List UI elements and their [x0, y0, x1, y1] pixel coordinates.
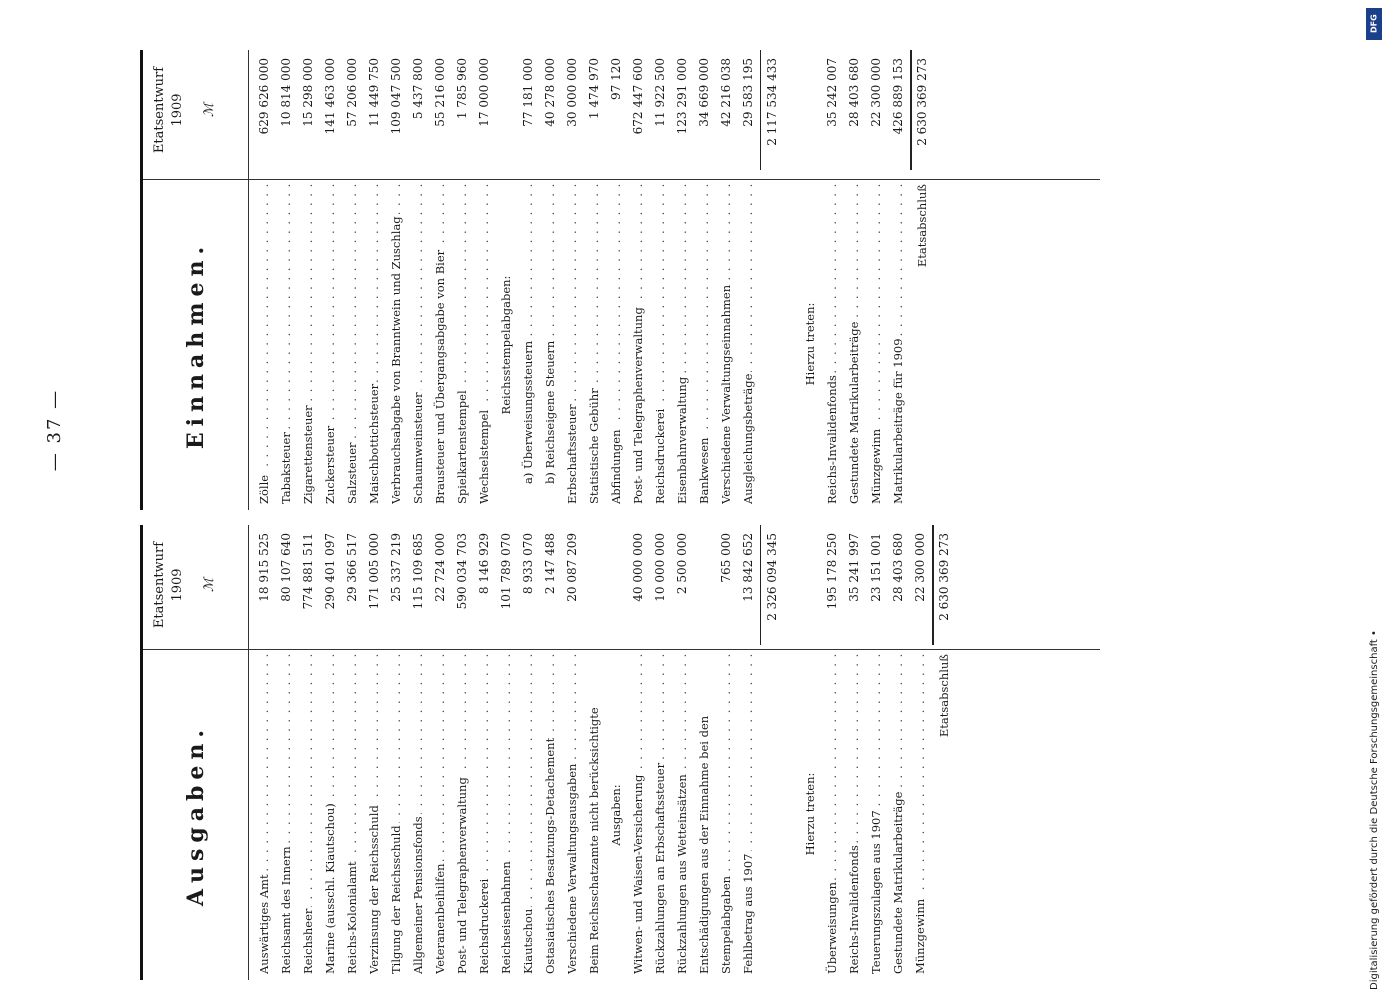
row-label: Erbschaftssteuer [565, 404, 579, 504]
row-label: Eisenbahnverwaltung [675, 376, 689, 504]
table-row [297, 184, 319, 504]
row-value: 18 915 525 [257, 533, 271, 602]
table-row [319, 184, 341, 504]
column-header-line2: 1909 [170, 93, 185, 127]
row-label: Reichseisenbahnen [499, 861, 513, 974]
row-value: 40 000 000 [631, 533, 645, 602]
row-value: 672 447 600 [631, 58, 645, 135]
row-value: 25 337 219 [389, 533, 403, 602]
row-label: Zuckersteuer [323, 425, 337, 504]
row-value: 10 814 000 [279, 58, 293, 127]
column-header-line1: Etatsentwurf [152, 66, 167, 154]
table-row [429, 184, 451, 504]
currency-symbol: ℳ [202, 578, 217, 592]
row-label: Entschädigungen aus der Einnahme bei den [697, 715, 711, 974]
row-value: 34 669 000 [697, 58, 711, 127]
table-row [865, 184, 887, 504]
table-row [671, 654, 693, 974]
hierzu-heading: Hierzu treten: [803, 772, 817, 856]
table-row [693, 654, 715, 974]
row-value: 17 000 000 [477, 58, 491, 127]
table-row [429, 654, 451, 974]
table-row [385, 654, 407, 974]
table-row [649, 654, 671, 974]
row-label: Verbrauchsabgabe von Branntwein und Zuschlag [389, 216, 403, 504]
row-label: Reichs-Invalidenfonds [847, 845, 861, 974]
row-label: Reichsstempelabgaben: [499, 275, 513, 415]
table-row [275, 654, 297, 974]
table-row [583, 184, 605, 504]
row-value: 629 626 000 [257, 58, 271, 135]
row-label: Münzgewinn [869, 428, 883, 504]
einnahmen-header [140, 50, 249, 510]
ausgaben-section [140, 525, 1100, 980]
ausgaben-column-header [143, 525, 248, 645]
row-value: 5 437 800 [411, 58, 425, 120]
table-row [737, 654, 759, 974]
ausgaben-values [245, 525, 1100, 645]
row-label: Reichs-Kolonialamt [345, 861, 359, 974]
table-row [341, 654, 363, 974]
row-label: Rückzahlungen an Erbschaftssteuer [653, 762, 667, 974]
column-header-line2: 1909 [170, 568, 185, 602]
row-label: Reichsdruckerei [653, 408, 667, 504]
table-row [671, 184, 693, 504]
row-label: Verschiedene Verwaltungsausgaben [565, 763, 579, 974]
row-label: Maischbottichsteuer [367, 383, 381, 504]
total-value: 2 630 369 273 [915, 58, 929, 146]
table-row [407, 184, 429, 504]
row-value: 35 241 997 [847, 533, 861, 602]
dfg-logo: DFG [1366, 8, 1382, 40]
row-value: 13 842 652 [741, 533, 755, 602]
ausgaben-title: Ausgaben. [143, 649, 248, 980]
table-row [693, 184, 715, 504]
table-row [297, 654, 319, 974]
row-value: 590 034 703 [455, 533, 469, 610]
table-row [495, 654, 517, 974]
row-label: Münzgewinn [913, 898, 927, 974]
total-label: Etatsabschluß [915, 184, 929, 268]
table-row [473, 184, 495, 504]
row-label: Allgemeiner Pensionsfonds [411, 816, 425, 974]
table-row [821, 654, 843, 974]
row-label: Tabaksteuer [279, 432, 293, 504]
table-row [539, 654, 561, 974]
row-label: Teuerungszulagen aus 1907 [869, 810, 883, 974]
row-label: Fehlbetrag aus 1907 [741, 853, 755, 974]
table-row [495, 184, 517, 504]
row-value: 8 146 929 [477, 533, 491, 595]
table-row [737, 184, 759, 504]
row-value: 22 724 000 [433, 533, 447, 602]
table-row [627, 184, 649, 504]
total-value: 2 630 369 273 [937, 533, 951, 621]
row-label: Tilgung der Reichsschuld [389, 825, 403, 974]
table-row [821, 184, 843, 504]
table-row [539, 184, 561, 504]
row-label: Post- und Telegraphenverwaltung [631, 307, 645, 504]
total-label: Etatsabschluß [937, 654, 951, 738]
table-row [715, 184, 737, 504]
row-value: 1 474 970 [587, 58, 601, 120]
table-row [887, 654, 909, 974]
row-label: Reichsamt des Innern [279, 846, 293, 974]
column-header-line1: Etatsentwurf [152, 541, 167, 629]
row-value: 765 000 [719, 533, 733, 583]
subtotal-value: 2 326 094 345 [765, 533, 779, 621]
hierzu-heading: Hierzu treten: [803, 302, 817, 386]
ausgaben-body [245, 525, 1100, 980]
einnahmen-column-header [143, 50, 248, 170]
row-value: 11 449 750 [367, 58, 381, 127]
table-row [909, 654, 931, 974]
row-value: 290 401 097 [323, 533, 337, 610]
row-value: 141 463 000 [323, 58, 337, 135]
table-row [561, 654, 583, 974]
row-value: 29 583 195 [741, 58, 755, 127]
table-row [561, 184, 583, 504]
row-label: Brausteuer und Übergangsabgabe von Bier [433, 249, 447, 504]
digitization-note: Digitalisierung gefördert durch die Deutsche Forschungsgemeinschaft • [1369, 630, 1380, 990]
row-value: 2 500 000 [675, 533, 689, 595]
row-value: 20 087 209 [565, 533, 579, 602]
row-value: 97 120 [609, 58, 623, 100]
einnahmen-section [140, 50, 1100, 510]
row-label: Überweisungen [825, 882, 839, 974]
row-value: 10 000 000 [653, 533, 667, 602]
table-row [715, 654, 737, 974]
table-row [517, 184, 539, 504]
row-label: Post- und Telegraphenverwaltung [455, 777, 469, 974]
row-label: Beim Reichsschatzamte nicht berücksichtigte [587, 707, 601, 974]
row-value: 426 889 153 [891, 58, 905, 135]
ausgaben-labels [245, 649, 1100, 980]
row-label: Abfindungen [609, 429, 623, 504]
row-value: 115 109 685 [411, 533, 425, 610]
row-label: Auswärtiges Amt [257, 874, 271, 974]
row-label: Veteranenbeihilfen [433, 863, 447, 974]
row-value: 123 291 000 [675, 58, 689, 135]
table-row [341, 184, 363, 504]
row-value: 195 178 250 [825, 533, 839, 610]
table-row [385, 184, 407, 504]
row-value: 42 216 038 [719, 58, 733, 127]
table-row [843, 654, 865, 974]
row-label: Marine (ausschl. Kiautschou) [323, 803, 337, 974]
row-label: Zigarettensteuer [301, 405, 315, 504]
row-label: Statistische Gebühr [587, 388, 601, 504]
einnahmen-body [245, 50, 1100, 510]
row-value: 28 403 680 [847, 58, 861, 127]
row-label: Stempelabgaben [719, 875, 733, 974]
row-value: 101 789 070 [499, 533, 513, 610]
row-value: 22 300 000 [869, 58, 883, 127]
subtotal-value: 2 117 534 433 [765, 58, 779, 146]
table-row [363, 654, 385, 974]
row-value: 171 005 000 [367, 533, 381, 610]
row-label: Rückzahlungen aus Wetteinsätzen [675, 774, 689, 974]
row-label: Schaumweinsteuer [411, 392, 425, 504]
table-row [583, 654, 605, 974]
row-label: Reichs-Invalidenfonds [825, 375, 839, 504]
table-row [253, 184, 275, 504]
row-label: Gestundete Matrikularbeiträge [847, 321, 861, 504]
table-row [407, 654, 429, 974]
row-value: 109 047 500 [389, 58, 403, 135]
table-row [363, 184, 385, 504]
table-row [605, 184, 627, 504]
row-value: 774 881 511 [301, 533, 315, 610]
table-row [865, 654, 887, 974]
row-value: 80 107 640 [279, 533, 293, 602]
row-label: Bankwesen [697, 437, 711, 504]
budget-table [140, 50, 1100, 980]
row-value: 8 933 070 [521, 533, 535, 595]
row-value: 11 922 500 [653, 58, 667, 127]
row-label: Verzinsung der Reichsschuld [367, 805, 381, 974]
row-label: Witwen- und Waisen-Versicherung [631, 774, 645, 974]
table-row [843, 184, 865, 504]
einnahmen-labels [245, 179, 1100, 510]
table-row [275, 184, 297, 504]
einnahmen-title: Einnahmen. [143, 179, 248, 510]
row-value: 1 785 960 [455, 58, 469, 120]
table-row [253, 654, 275, 974]
ausgaben-header [140, 525, 249, 980]
row-label: Kiautschou [521, 908, 535, 974]
table-row [649, 184, 671, 504]
row-value: 23 151 001 [869, 533, 883, 602]
table-row [451, 184, 473, 504]
table-row [887, 184, 909, 504]
row-value: 28 403 680 [891, 533, 905, 602]
row-label: Wechselstempel [477, 410, 491, 504]
row-value: 2 147 488 [543, 533, 557, 595]
row-value: 40 278 000 [543, 58, 557, 127]
table-row [517, 654, 539, 974]
row-value: 30 000 000 [565, 58, 579, 127]
row-label: Ausgaben: [609, 784, 623, 846]
row-value: 35 242 007 [825, 58, 839, 127]
einnahmen-values [245, 50, 1100, 170]
row-value: 29 366 517 [345, 533, 359, 602]
row-label: Ostasiatisches Besatzungs-Detachement [543, 737, 557, 974]
row-value: 15 298 000 [301, 58, 315, 127]
row-label: Ausgleichungsbeträge [741, 373, 755, 504]
row-value: 57 206 000 [345, 58, 359, 127]
row-label: Reichsheer [301, 908, 315, 974]
row-label: Verschiedene Verwaltungseinnahmen [719, 284, 733, 504]
row-label: b) Reichseigene Steuern [543, 339, 557, 504]
page-number: — 37 — [44, 388, 65, 472]
currency-symbol: ℳ [202, 103, 217, 117]
row-label: Zölle [257, 474, 271, 504]
table-row [627, 654, 649, 974]
row-value: 55 216 000 [433, 58, 447, 127]
table-row [319, 654, 341, 974]
table-row [473, 654, 495, 974]
row-label: a) Überweisungssteuern [521, 339, 535, 504]
row-label: Reichsdruckerei [477, 878, 491, 974]
row-value: 77 181 000 [521, 58, 535, 127]
row-label: Salzsteuer [345, 442, 359, 504]
table-row [451, 654, 473, 974]
row-label: Spielkartenstempel [455, 390, 469, 504]
row-label: Matrikularbeiträge für 1909 [891, 338, 905, 504]
row-value: 22 300 000 [913, 533, 927, 602]
table-row [605, 654, 627, 974]
row-label: Gestundete Matrikularbeiträge [891, 791, 905, 974]
